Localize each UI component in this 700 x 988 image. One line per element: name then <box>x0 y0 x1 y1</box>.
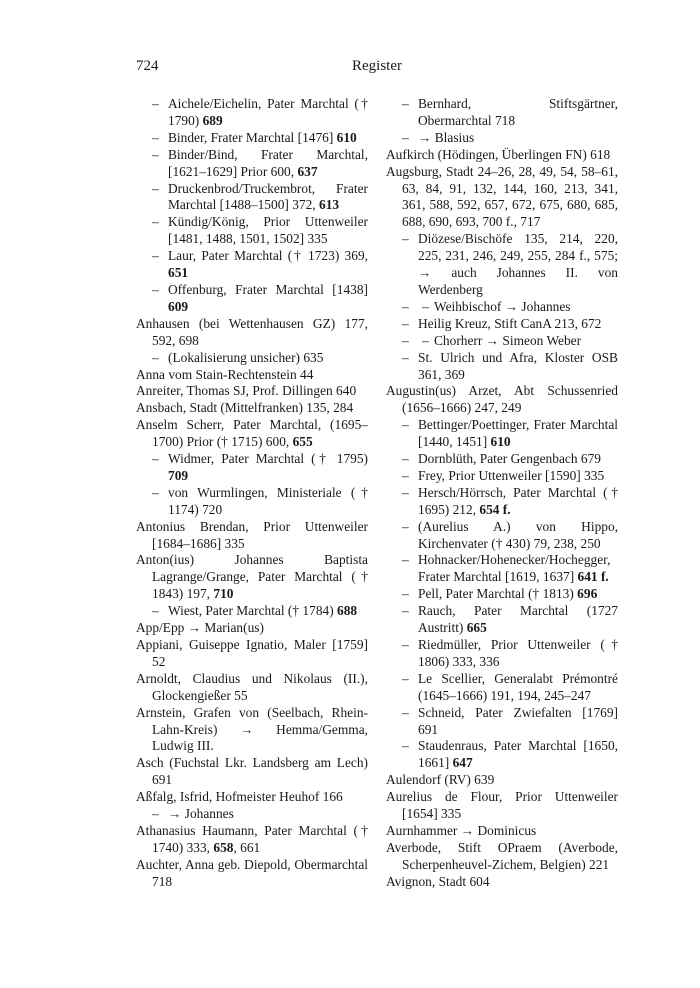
index-entry <box>386 130 618 147</box>
index-entry <box>386 772 618 789</box>
entry-text: Augustin(us) Arzet, Abt Schussenried (1656–1666) 247, 249 <box>386 383 618 416</box>
page-header <box>136 58 618 80</box>
entry-text: Weihbischof → Johannes <box>434 298 571 314</box>
entry-text: Auchter, Anna geb. Diepold, Obermarchtal 718 <box>136 856 368 889</box>
entry-main-page: 654 f. <box>479 501 511 517</box>
index-entry <box>136 417 368 451</box>
entry-text: Chorherr → Simeon Weber <box>434 332 582 348</box>
index-entry <box>136 130 368 147</box>
entry-text: Arnstein, Grafen von (Seelbach, Rhein-Lahn-Kreis) → Hemma/Gemma, Ludwig III. <box>136 704 368 754</box>
entry-main-page: 688 <box>337 603 358 619</box>
entry-main-page: 709 <box>168 467 189 483</box>
page-number: 724 <box>136 58 159 74</box>
index-entry <box>386 823 618 840</box>
index-entry <box>136 705 368 756</box>
entry-text: Rauch, Pater Marchtal (1727 Austritt) <box>418 603 618 636</box>
entry-text: Bettinger/Poettinger, Frater Marchtal [1440, 1451] <box>418 417 618 450</box>
index-entry <box>386 350 618 384</box>
entry-text: Averbode, Stift OPraem (Averbode, Scherpenheuvel-Zichem, Belgien) 221 <box>386 839 618 872</box>
index-entry <box>386 552 618 586</box>
entry-text: Anton(ius) Johannes Baptista Lagrange/Grange, Pater Marchtal († 1843) 197, <box>136 552 368 602</box>
index-entry <box>386 671 618 705</box>
entry-text: Pell, Pater Marchtal († 1813) <box>418 586 578 602</box>
entry-dash: – <box>152 96 159 111</box>
index-entry <box>386 485 618 519</box>
entry-dash: – <box>152 806 159 822</box>
index-entry <box>136 552 368 603</box>
index-entry <box>136 350 368 367</box>
entry-main-page: 609 <box>168 298 189 314</box>
index-entry <box>386 417 618 451</box>
entry-text: Hersch/Hörrsch, Pater Marchtal († 1695) 212, <box>418 484 618 517</box>
entry-text: Binder, Frater Marchtal [1476] <box>168 129 337 145</box>
index-entry <box>136 451 368 485</box>
entry-text: Riedmüller, Prior Uttenweiler († 1806) 333, 336 <box>418 637 618 669</box>
entry-text: Anselm Scherr, Pater Marchtal, (1695–1700) Prior († 1715) 600, <box>136 417 368 450</box>
entry-main-page: 637 <box>297 163 318 179</box>
entry-dash: – <box>402 467 409 483</box>
entry-text: Asch (Fuchstal Lkr. Landsberg am Lech) 691 <box>136 755 368 788</box>
entry-main-page: 610 <box>490 434 511 450</box>
entry-dash: – <box>402 704 409 720</box>
entry-tail: , 661 <box>233 839 261 855</box>
entry-main-page: 641 f. <box>577 569 609 585</box>
index-entry <box>136 181 368 215</box>
entry-dash: – <box>402 349 409 365</box>
entry-dash: – <box>402 315 409 331</box>
entry-text: Augsburg, Stadt 24–26, 28, 49, 54, 58–61, 63, 84, 91, 132, 144, 160, 213, 341, 361, 588, 592, 657, 672, 675, 680, 685, 688, 690, 693, 700 f., 717 <box>386 163 618 230</box>
index-entry <box>136 214 368 248</box>
entry-main-page: 658 <box>213 839 234 855</box>
index-entry <box>136 367 368 384</box>
index-entry <box>136 637 368 671</box>
index-entry <box>136 857 368 891</box>
index-entry <box>136 96 368 130</box>
running-title: Register <box>352 58 402 74</box>
entry-text: Antonius Brendan, Prior Uttenweiler [1684–1686] 335 <box>136 518 368 551</box>
entry-dash: – <box>402 451 409 467</box>
entry-text: Athanasius Haumann, Pater Marchtal († 1740) 333, <box>136 822 368 855</box>
entry-dash: – <box>402 586 409 602</box>
entry-text: Widmer, Pater Marchtal († 1795) <box>168 451 368 467</box>
index-entry <box>136 823 368 857</box>
entry-dash: – <box>152 180 159 196</box>
entry-dash: – <box>402 552 409 568</box>
entry-dash: – <box>152 214 159 230</box>
entry-dash: – <box>402 518 409 534</box>
entry-main-page: 610 <box>336 129 357 145</box>
entry-text: Schneid, Pater Zwiefalten [1769] 691 <box>418 704 618 737</box>
index-entry <box>386 468 618 485</box>
entry-text: Staudenraus, Pater Marchtal [1650, 1661] <box>418 738 618 771</box>
entry-text: Aufkirch (Hödingen, Überlingen FN) 618 <box>386 146 611 162</box>
entry-main-page: 613 <box>319 197 340 213</box>
entry-text: von Wurmlingen, Ministeriale († 1174) 720 <box>168 484 368 517</box>
entry-text: Laur, Pater Marchtal († 1723) 369, <box>168 248 368 264</box>
entry-dash: – <box>402 670 409 686</box>
entry-dash: – <box>152 484 159 500</box>
entry-dash: – – <box>402 332 429 348</box>
entry-text: St. Ulrich und Afra, Kloster OSB 361, 369 <box>418 349 618 382</box>
entry-text: Frey, Prior Uttenweiler [1590] 335 <box>418 467 605 483</box>
entry-dash: – <box>402 129 409 145</box>
entry-dash: – <box>402 231 409 247</box>
index-entry <box>386 299 618 316</box>
entry-text: Wiest, Pater Marchtal († 1784) <box>168 603 338 619</box>
entry-text: Appiani, Guiseppe Ignatio, Maler [1759] 52 <box>136 637 368 669</box>
entry-text: Aurnhammer → Dominicus <box>386 822 537 838</box>
entry-main-page: 651 <box>168 265 189 281</box>
entry-text: Dornblüth, Pater Gengenbach 679 <box>418 451 601 467</box>
index-entry <box>386 451 618 468</box>
index-entry <box>136 485 368 519</box>
entry-main-page: 696 <box>577 586 598 602</box>
index-entry <box>136 282 368 316</box>
index-entry <box>136 671 368 705</box>
entry-text: Aurelius de Flour, Prior Uttenweiler [1654] 335 <box>386 789 618 822</box>
index-entry <box>386 316 618 333</box>
entry-text: Le Scellier, Generalabt Prémontré (1645–1666) 191, 194, 245–247 <box>418 670 618 703</box>
entry-text: Druckenbrod/Truckembrot, Frater Marchtal [1488–1500] 372, <box>168 180 368 213</box>
entry-dash: – – <box>402 298 429 314</box>
index-entry <box>386 603 618 637</box>
entry-text: Offenburg, Frater Marchtal [1438] <box>168 281 368 297</box>
entry-text: Hohnacker/Hohenecker/Hochegger, Frater Marchtal [1619, 1637] <box>418 552 611 585</box>
entry-main-page: 655 <box>292 434 313 450</box>
index-entry <box>386 840 618 874</box>
entry-text: Aichele/Eichelin, Pater Marchtal († 1790) <box>168 96 368 128</box>
index-entry <box>386 637 618 671</box>
entry-dash: – <box>152 349 159 365</box>
entry-dash: – <box>152 248 159 264</box>
entry-text: Anhausen (bei Wettenhausen GZ) 177, 592, 698 <box>136 315 368 348</box>
entry-text: (Lokalisierung unsicher) 635 <box>168 349 324 365</box>
index-entry <box>386 738 618 772</box>
entry-text: (Aurelius A.) von Hippo, Kirchenvater († 430) 79, 238, 250 <box>418 518 618 551</box>
entry-text: Ansbach, Stadt (Mittelfranken) 135, 284 <box>136 400 354 416</box>
index-entry <box>386 789 618 823</box>
entry-text: Anna vom Stain-Rechtenstein 44 <box>136 366 314 382</box>
entry-dash: – <box>152 603 159 619</box>
entry-main-page: 647 <box>452 755 473 771</box>
index-entry <box>386 147 618 164</box>
index-entry <box>136 400 368 417</box>
index-entry <box>386 519 618 553</box>
entry-dash: – <box>402 637 409 652</box>
entry-dash: – <box>402 603 409 619</box>
index-entry <box>386 333 618 350</box>
index-entry <box>136 383 368 400</box>
entry-main-page: 710 <box>213 586 234 602</box>
entry-dash: – <box>152 451 159 467</box>
entry-text: Avignon, Stadt 604 <box>386 873 490 889</box>
index-entry <box>386 164 618 232</box>
entry-text: Anreiter, Thomas SJ, Prof. Dillingen 640 <box>136 383 357 399</box>
entry-text: App/Epp → Marian(us) <box>136 620 264 636</box>
entry-main-page: 689 <box>202 112 223 128</box>
index-entry <box>136 603 368 620</box>
entry-dash: – <box>152 129 159 145</box>
index-entry <box>136 316 368 350</box>
entry-text: → Johannes <box>168 806 234 822</box>
entry-text: Arnoldt, Claudius und Nikolaus (II.), Glockengießer 55 <box>136 670 368 703</box>
entry-dash: – <box>402 417 409 433</box>
index-entry <box>136 755 368 789</box>
index-entry <box>386 874 618 891</box>
index-column-right <box>386 96 618 891</box>
index-entry <box>136 620 368 637</box>
entry-text: Diözese/Bischöfe 135, 214, 220, 225, 231, 246, 249, 255, 284 f., 575; → auch Johannes II. von Werdenberg <box>418 231 618 297</box>
index-entry <box>386 96 618 130</box>
entry-text: Aulendorf (RV) 639 <box>386 772 495 788</box>
entry-text: Bernhard, Stiftsgärtner, Obermarchtal 718 <box>418 96 618 128</box>
entry-dash: – <box>402 484 409 500</box>
index-entry <box>136 519 368 553</box>
entry-text: → Blasius <box>418 129 475 145</box>
entry-dash: – <box>402 96 409 111</box>
entry-dash: – <box>152 146 159 162</box>
entry-main-page: 665 <box>466 620 487 636</box>
entry-text: Binder/Bind, Frater Marchtal, [1621–1629] Prior 600, <box>168 146 368 179</box>
entry-dash: – <box>152 281 159 297</box>
index-entry <box>136 248 368 282</box>
index-entry <box>386 231 618 299</box>
entry-text: Aßfalg, Isfrid, Hofmeister Heuhof 166 <box>136 789 343 805</box>
entry-dash: – <box>402 738 409 754</box>
index-column-left <box>136 96 368 891</box>
index-entry <box>136 789 368 806</box>
index-entry <box>386 705 618 739</box>
entry-text: Kündig/König, Prior Uttenweiler [1481, 1488, 1501, 1502] 335 <box>168 214 368 247</box>
index-entry <box>136 147 368 181</box>
entry-text: Heilig Kreuz, Stift CanA 213, 672 <box>418 315 602 331</box>
index-entry <box>136 806 368 823</box>
index-entry <box>386 383 618 417</box>
index-entry <box>386 586 618 603</box>
